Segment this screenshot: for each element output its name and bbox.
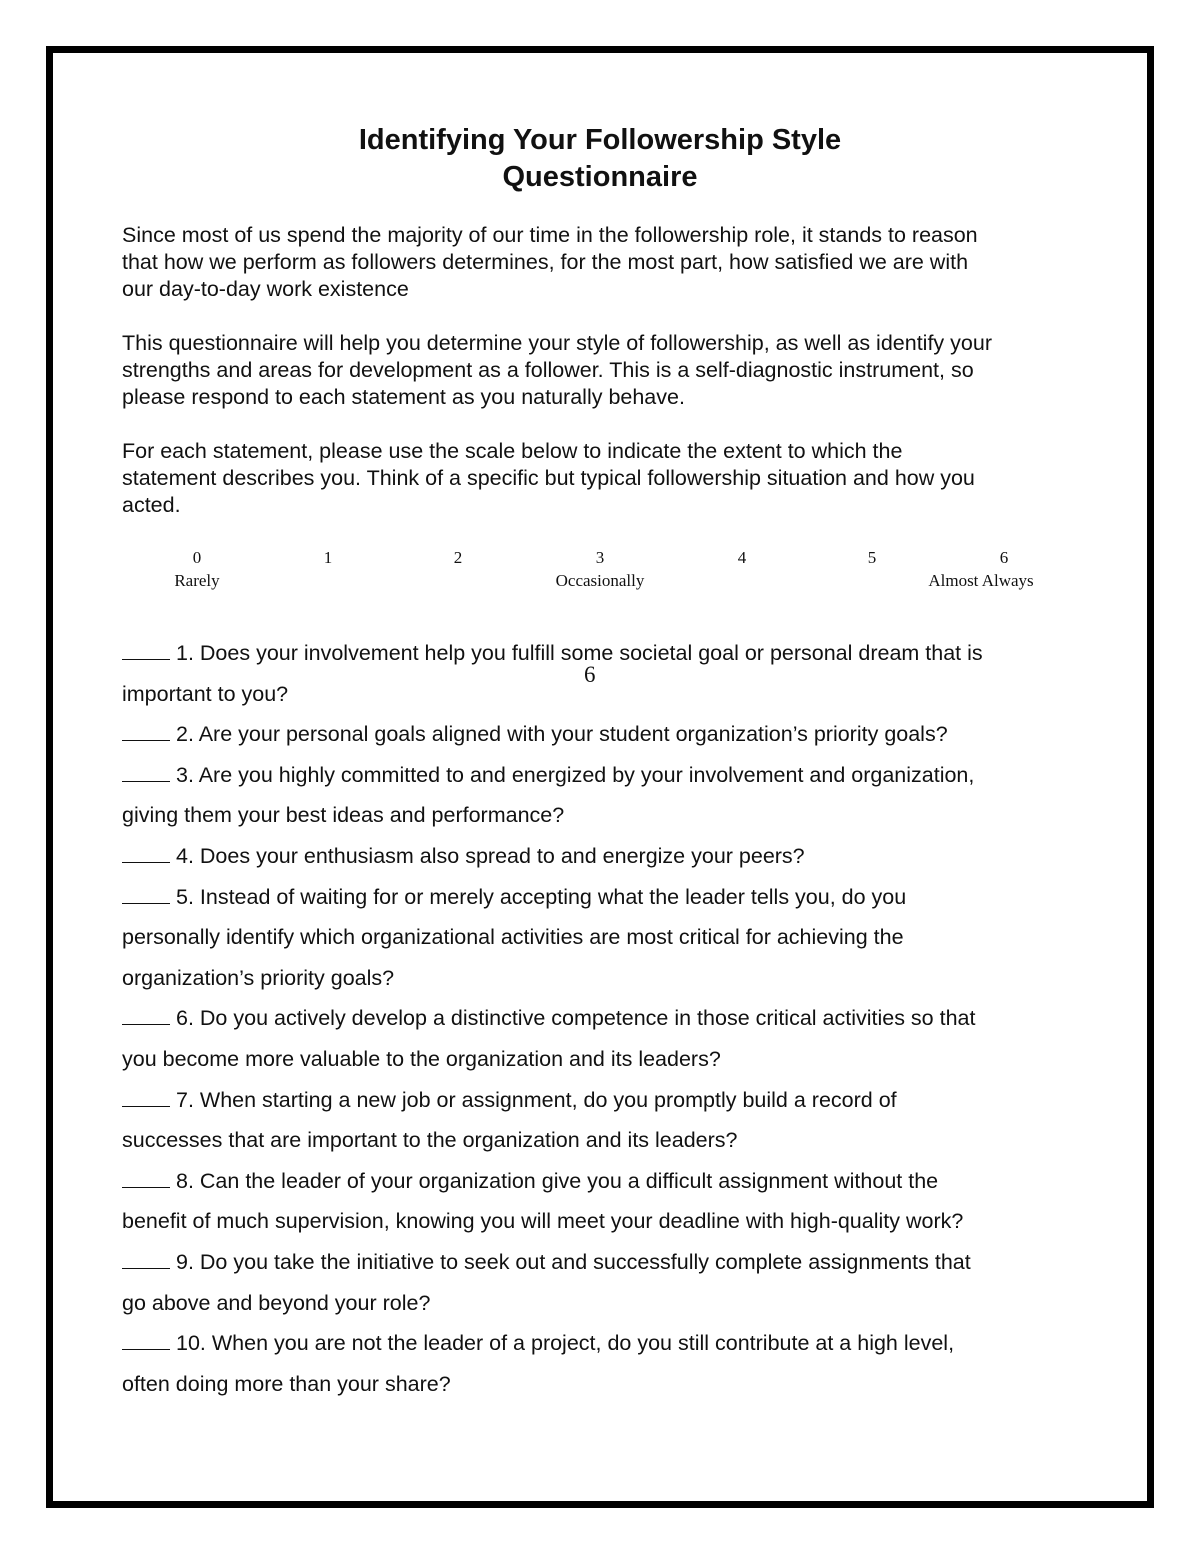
scale-number-6: 6 — [999, 548, 1009, 567]
question-text: 10. When you are not the leader of a project, do you still contribute at a high level, — [176, 1331, 955, 1356]
intro-line: our day-to-day work existence — [122, 277, 409, 301]
question-text: 6. Do you actively develop a distinctive competence in those critical activities so that — [176, 1006, 976, 1031]
answer-blank[interactable] — [122, 1250, 170, 1269]
question-item — [122, 1005, 975, 1031]
answer-blank[interactable] — [122, 1331, 170, 1350]
answer-blank[interactable] — [122, 763, 170, 782]
answer-blank[interactable] — [122, 885, 170, 904]
answer-blank[interactable] — [122, 1088, 170, 1107]
intro-line: please respond to each statement as you naturally behave. — [122, 385, 685, 409]
question-text-continued: go above and beyond your role? — [122, 1290, 431, 1315]
question-text-continued: benefit of much supervision, knowing you will meet your deadline with high-quality work? — [122, 1209, 964, 1234]
document-subtitle: Questionnaire — [502, 161, 698, 193]
intro-line: Since most of us spend the majority of our time in the followership role, it stands to reason — [122, 223, 978, 247]
answer-blank[interactable] — [122, 641, 170, 660]
intro-line: acted. — [122, 493, 181, 517]
scale-anchor-mid: Occasionally — [555, 571, 645, 590]
question-item — [122, 721, 948, 747]
intro-paragraph-2 — [122, 330, 1082, 411]
question-item — [122, 884, 906, 910]
question-text: 7. When starting a new job or assignment, do you promptly build a record of — [176, 1087, 897, 1112]
answer-blank[interactable] — [122, 1006, 170, 1025]
intro-paragraph-1 — [122, 222, 1082, 303]
intro-paragraph-3 — [122, 438, 1082, 519]
question-item — [122, 1087, 897, 1113]
scale-number-3: 3 — [595, 548, 605, 567]
intro-line: that how we perform as followers determines, for the most part, how satisfied we are with — [122, 250, 969, 274]
question-item — [122, 843, 805, 869]
question-text: 4. Does your enthusiasm also spread to and energize your peers? — [176, 844, 805, 868]
question-item — [122, 1249, 971, 1275]
question-item — [122, 1330, 954, 1356]
scale-anchor-low: Rarely — [174, 571, 220, 590]
question-text: 2. Are your personal goals aligned with your student organization’s priority goals? — [176, 722, 948, 747]
answer-blank[interactable] — [122, 722, 170, 741]
scale-number-1: 1 — [323, 548, 333, 567]
handwritten-answer: 6 — [584, 662, 596, 687]
scale-number-4: 4 — [737, 548, 747, 567]
scale-anchor-high: Almost Always — [928, 571, 1034, 590]
question-item — [122, 640, 983, 666]
question-text-continued: important to you? — [122, 681, 289, 706]
question-text: 5. Instead of waiting for or merely accepting what the leader tells you, do you — [176, 884, 907, 909]
document-title: Identifying Your Followership Style — [358, 124, 842, 156]
question-text-continued: organization’s priority goals? — [122, 965, 395, 990]
question-text: 9. Do you take the initiative to seek out and successfully complete assignments that — [176, 1250, 971, 1274]
scale-number-5: 5 — [867, 548, 877, 567]
intro-line: strengths and areas for development as a follower. This is a self-diagnostic instrument, so — [122, 358, 974, 382]
question-item — [122, 1168, 938, 1194]
intro-line: This questionnaire will help you determine your style of followership, as well as identify your — [122, 331, 992, 355]
question-text-continued: personally identify which organizational activities are most critical for achieving the — [122, 925, 904, 950]
answer-blank[interactable] — [122, 844, 170, 863]
question-text-continued: you become more valuable to the organization and its leaders? — [122, 1047, 721, 1071]
scale-number-0: 0 — [192, 548, 202, 567]
intro-line: statement describes you. Think of a specific but typical followership situation and how you — [122, 466, 975, 490]
question-text: 3. Are you highly committed to and energized by your involvement and organization, — [176, 762, 975, 787]
question-item — [122, 762, 974, 788]
question-text: 8. Can the leader of your organization give you a difficult assignment without the — [176, 1168, 939, 1193]
question-text: 1. Does your involvement help you fulfill some societal goal or personal dream that is — [176, 641, 983, 665]
intro-line: For each statement, please use the scale below to indicate the extent to which the — [122, 439, 903, 463]
question-text-continued: often doing more than your share? — [122, 1371, 451, 1396]
question-text-continued: successes that are important to the organization and its leaders? — [122, 1128, 738, 1153]
answer-blank[interactable] — [122, 1169, 170, 1188]
question-text-continued: giving them your best ideas and performance? — [122, 803, 565, 828]
scale-number-2: 2 — [453, 548, 463, 567]
